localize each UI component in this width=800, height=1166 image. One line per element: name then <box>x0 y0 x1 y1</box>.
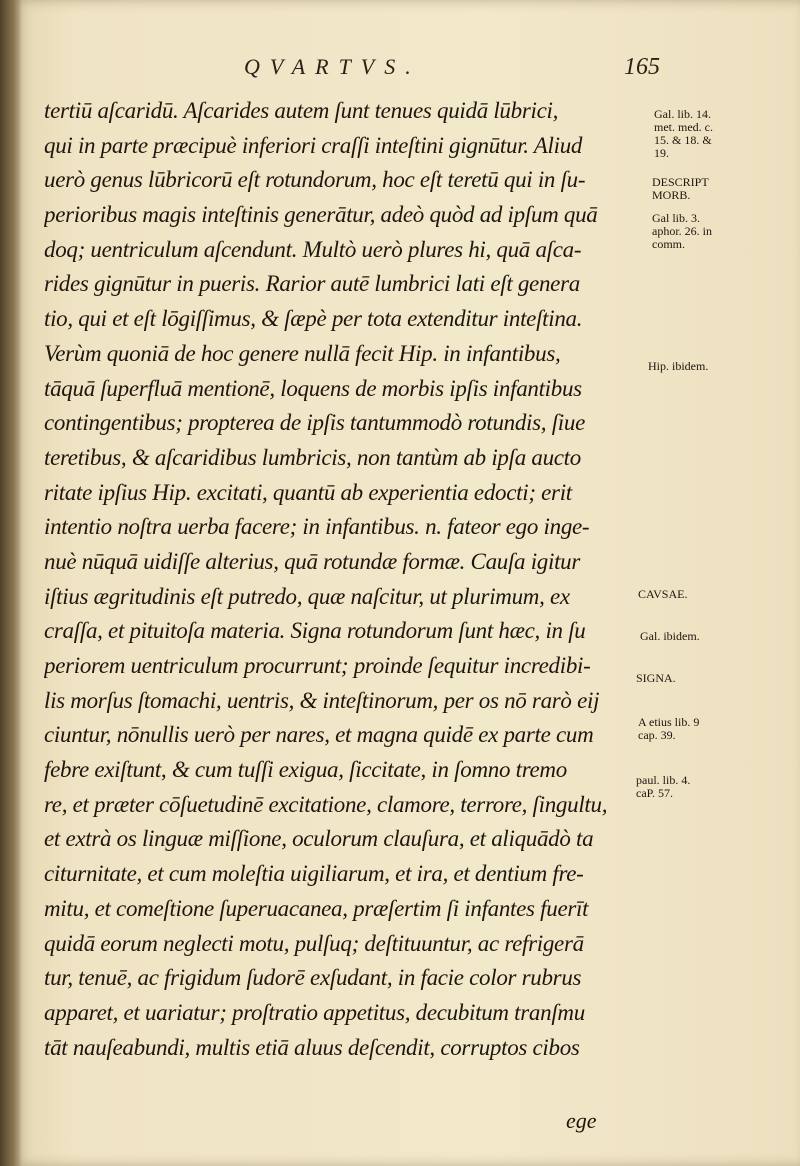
text-line: febre exiſtunt, & cum tuſſi exigua, ſiccitate, in ſomno tremo <box>44 757 567 783</box>
margin-note-line: Hip. ibidem. <box>648 359 709 373</box>
margin-note-line: 15. & 18. & <box>654 133 712 147</box>
text-line: et extrà os linguæ miſſione, oculorum clauſura, et aliquādò ta <box>44 826 594 852</box>
margin-note-line: DESCRIPT <box>652 175 709 189</box>
margin-note-line: comm. <box>652 237 685 251</box>
body-text <box>44 94 644 1065</box>
text-line: contingentibus; propterea de ipſis tantummodò rotundis, ſiue <box>44 410 585 436</box>
text-line: tāt nauſeabundi, multis etiā aluus deſcendit, corruptos cibos <box>44 1034 580 1060</box>
page-number: 165 <box>624 54 660 80</box>
text-line: intentio noſtra uerba facere; in infantibus. n. fateor ego inge- <box>44 514 590 540</box>
margin-note-line: MORB. <box>652 188 691 202</box>
text-line: teretibus, & aſcaridibus lumbricis, non tantùm ab ipſa aucto <box>44 444 581 470</box>
text-line: tur, tenuē, ac frigidum ſudorē exſudant, in facie color rubrus <box>44 965 582 991</box>
text-line: iſtius ægritudinis eſt putredo, quæ naſcitur, ut plurimum, ex <box>44 583 570 609</box>
text-line: mitu, et comeſtione ſuperuacanea, præſertim ſi infantes fuerīt <box>44 895 589 921</box>
text-line: Verùm quoniā de hoc genere nullā fecit Hip. in infantibus, <box>44 340 561 366</box>
text-line: apparet, et uariatur; proſtratio appetitus, decubitum tranſmu <box>44 999 585 1025</box>
margin-note-line: 19. <box>654 146 669 160</box>
margin-note-line: A etius lib. 9 <box>638 715 700 729</box>
margin-note <box>636 672 728 685</box>
margin-note-line: Gal. ibidem. <box>640 629 700 643</box>
margin-note-line: Gal. lib. 14. <box>654 107 711 121</box>
text-line: tāquā ſuperfluā mentionē, loquens de morbis ipſis infantibus <box>44 375 582 401</box>
text-line: periorem uentriculum procurrunt; proinde ſequitur incredibi- <box>44 653 591 678</box>
margin-note <box>654 108 746 160</box>
text-line: doq; uentriculum aſcendunt. Multò uerò plures hi, quā aſca- <box>44 236 582 262</box>
text-line: qui in parte præcipuè inferiori craſſi inteſtini gignūtur. Aliud <box>44 132 583 158</box>
margin-note-line: caP. 57. <box>636 786 673 800</box>
margin-note-line: paul. lib. 4. <box>636 773 691 787</box>
margin-note <box>638 716 730 742</box>
margin-note <box>652 212 744 251</box>
margin-note <box>652 176 744 202</box>
margin-note-line: met. med. c. <box>654 120 713 134</box>
text-line: lis morſus ſtomachi, uentris, & inteſtinorum, per os nō rarò eij <box>44 687 600 713</box>
text-line: nuè nūquā uidiſſe alterius, quā rotundæ formæ. Cauſa igitur <box>44 548 581 574</box>
catchword: ege <box>566 1108 597 1133</box>
text-line: perioribus magis inteſtinis generātur, adeò quòd ad ipſum quā <box>44 202 598 228</box>
text-line: tio, qui et eſt lōgiſſimus, & ſæpè per tota extenditur inteſtina. <box>44 306 583 332</box>
margin-note-line: aphor. 26. in <box>652 224 712 238</box>
book-gutter <box>0 0 22 1166</box>
text-line: craſſa, et pituitoſa materia. Signa rotundorum ſunt hæc, in ſu <box>44 618 586 644</box>
margin-note <box>648 360 740 373</box>
text-line: re, et præter cōſuetudinē excitatione, clamore, terrore, ſingultu, <box>44 791 608 817</box>
margin-note <box>636 774 728 800</box>
margin-note-line: Gal lib. 3. <box>652 211 700 225</box>
margin-note-line: cap. 39. <box>638 728 676 742</box>
text-line: rides gignūtur in pueris. Rarior autē lumbrici lati eſt genera <box>44 271 580 297</box>
margin-note-line: SIGNA. <box>636 671 676 685</box>
text-line: citurnitate, et cum moleſtia uigiliarum, et ira, et dentium fre- <box>44 861 584 887</box>
text-line: quidā eorum neglecti motu, pulſuq; deſtituuntur, ac refrigerā <box>44 930 584 956</box>
margin-note-line: CAVSAE. <box>638 587 688 601</box>
text-line: ciuntur, nōnullis uerò per nares, et magna quidē ex parte cum <box>44 722 594 748</box>
page-header <box>14 48 800 88</box>
running-title: QVARTVS. <box>244 54 421 79</box>
margin-note <box>640 630 732 643</box>
text-line: uerò genus lūbricorū eſt rotundorum, hoc eſt teretū qui in ſu- <box>44 167 586 193</box>
margin-note <box>638 588 730 601</box>
text-line: tertiū aſcaridū. Aſcarides autem ſunt tenues quidā lūbrici, <box>44 98 559 123</box>
text-line: ritate ipſius Hip. excitati, quantū ab experientia edocti; erit <box>44 479 572 505</box>
